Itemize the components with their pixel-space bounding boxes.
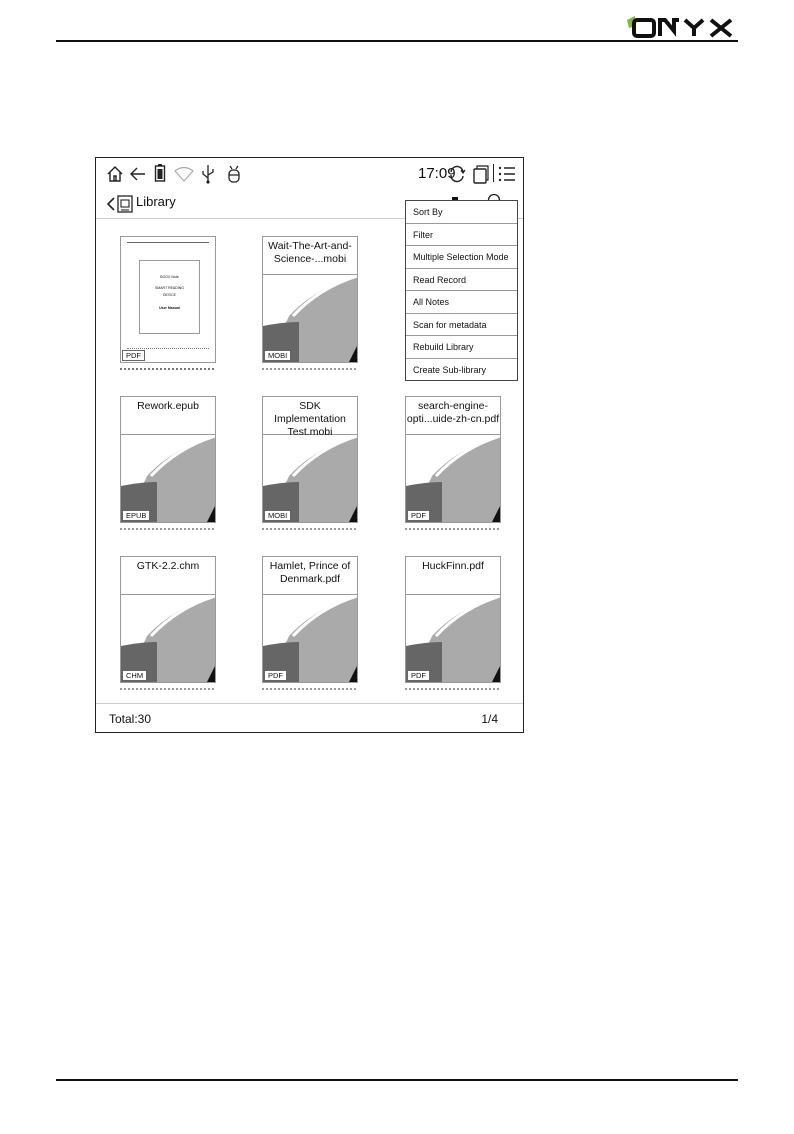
status-divider [493, 164, 494, 182]
read-progress [120, 688, 214, 692]
battery-icon [154, 163, 166, 183]
library-icon [116, 194, 134, 214]
book-title: Hamlet, Prince of Denmark.pdf [263, 557, 357, 595]
read-progress [120, 368, 214, 372]
home-icon[interactable] [106, 165, 124, 183]
book-card[interactable] [120, 396, 216, 523]
total-count: Total:30 [109, 712, 152, 726]
book-card[interactable] [120, 556, 216, 683]
read-progress [120, 528, 214, 532]
menu-item-scan-metadata[interactable]: Scan for metadata [406, 314, 517, 337]
format-badge: PDF [407, 510, 430, 521]
cover-text: DEVICE [162, 293, 177, 297]
format-badge: MOBI [264, 350, 291, 361]
refresh-icon[interactable] [448, 165, 466, 183]
onyx-logo [627, 14, 742, 40]
menu-item-create-sub-library[interactable]: Create Sub-library [413, 364, 487, 375]
cover-text: BOOX Note [160, 275, 179, 279]
read-progress [262, 528, 356, 532]
cover-text: SMART READING [154, 286, 185, 290]
status-bar [96, 158, 523, 190]
menu-item-sort-by[interactable]: Sort By [406, 201, 517, 224]
menu-item-all-notes[interactable]: All Notes [406, 291, 517, 314]
header-rule [56, 40, 738, 42]
book-card[interactable] [262, 556, 358, 683]
book-card[interactable] [405, 396, 501, 523]
wifi-icon[interactable] [174, 166, 194, 182]
book-title: HuckFinn.pdf [406, 557, 500, 595]
book-card[interactable] [120, 236, 216, 363]
read-progress [405, 688, 499, 692]
book-title: GTK-2.2.chm [121, 557, 215, 595]
book-title: Rework.epub [121, 397, 215, 435]
clock-time: 17:09 [418, 165, 456, 182]
format-badge: MOBI [264, 510, 291, 521]
book-card[interactable] [262, 396, 358, 523]
book-card[interactable] [405, 556, 501, 683]
footer-rule [56, 1079, 738, 1081]
usb-icon [201, 164, 215, 184]
library-options-menu [405, 200, 518, 381]
format-badge: PDF [264, 670, 287, 681]
android-debug-icon [227, 164, 241, 184]
format-badge: CHM [122, 670, 147, 681]
read-progress [405, 528, 499, 532]
page-indicator[interactable]: 1/4 [481, 712, 498, 726]
page-title: Library [136, 194, 176, 209]
read-progress [262, 688, 356, 692]
book-title: search-engine-opti...uide-zh-cn.pdf [406, 397, 500, 435]
format-badge: EPUB [122, 510, 150, 521]
menu-list-icon[interactable] [498, 165, 516, 183]
book-title: SDK Implementation Test.mobi [263, 397, 357, 435]
menu-item-rebuild-library[interactable]: Rebuild Library [406, 336, 517, 359]
menu-item-multiple-selection[interactable]: Multiple Selection Mode [406, 246, 517, 269]
read-progress [262, 368, 356, 372]
format-badge: PDF [122, 350, 145, 361]
chevron-left-icon[interactable] [106, 196, 116, 212]
book-title: Wait-The-Art-and-Science-...mobi [263, 237, 357, 275]
book-card[interactable] [262, 236, 358, 363]
device-screenshot [95, 157, 524, 733]
format-badge: PDF [407, 670, 430, 681]
back-arrow-icon[interactable] [129, 165, 147, 183]
menu-item-filter[interactable]: Filter [406, 224, 517, 247]
recent-apps-icon[interactable] [472, 164, 490, 184]
library-footer [96, 703, 523, 733]
book-cover-manual [121, 237, 215, 362]
menu-item-read-record[interactable]: Read Record [406, 269, 517, 292]
cover-text: User Manual [159, 306, 180, 310]
